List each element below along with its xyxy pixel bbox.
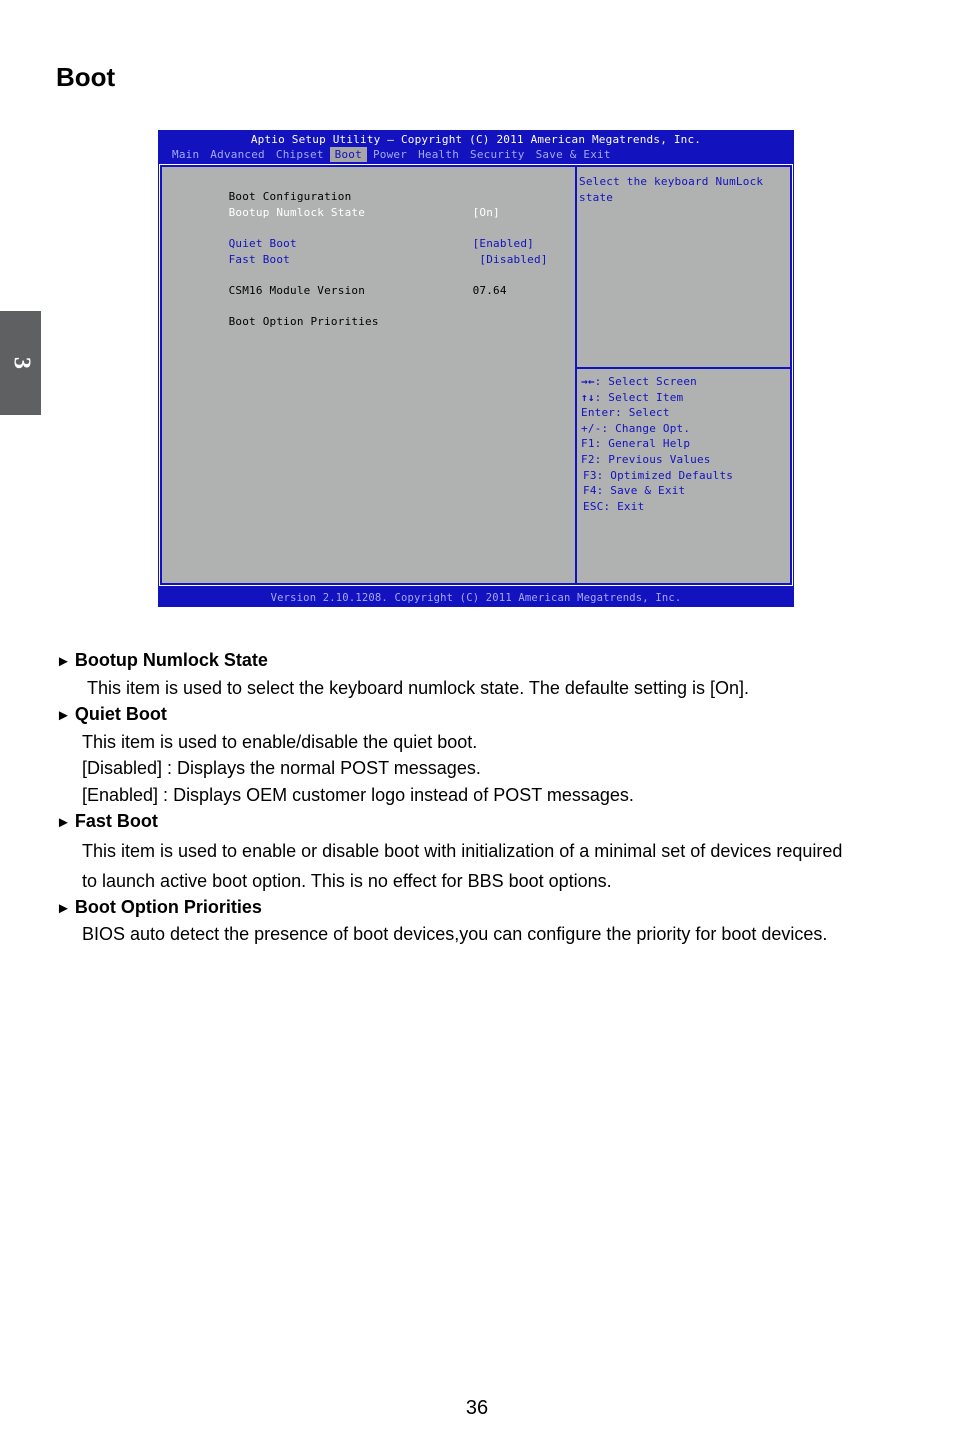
bios-help-panel [577, 167, 790, 369]
key-hint-change-opt: +/-: Change Opt. [581, 421, 691, 435]
key-hint-f2: F2: Previous Values [581, 453, 711, 466]
arrows-up-down-icon: ↑↓ [581, 390, 595, 404]
chapter-number: 3 [8, 357, 34, 369]
bios-tab-main[interactable]: Main [172, 148, 200, 161]
page-number: 36 [465, 1397, 489, 1419]
triangle-right-icon: ► [56, 900, 71, 917]
bios-tab-health[interactable]: Health [418, 148, 460, 161]
triangle-right-icon: ► [56, 814, 71, 831]
csm16-module-label: CSM16 Module Version [228, 284, 366, 297]
key-hint-select-item: ↑↓: Select Item [581, 390, 684, 404]
bios-screenshot [158, 130, 794, 607]
fast-boot-desc-1: This item is used to enable or disable boot with initialization of a minimal set of devices required [82, 841, 843, 861]
bios-menu-bar [167, 147, 617, 162]
bootup-numlock-row[interactable] [174, 192, 500, 219]
fast-boot-label: Fast Boot [228, 253, 290, 266]
quiet-boot-disabled-desc: [Disabled] : Displays the normal POST messages. [82, 758, 481, 778]
quiet-boot-heading: ► Quiet Boot [56, 704, 167, 724]
quiet-boot-label: Quiet Boot [228, 237, 297, 250]
fast-boot-heading: ► Fast Boot [56, 811, 158, 831]
page-title: Boot [56, 62, 116, 92]
bios-tab-advanced[interactable]: Advanced [210, 148, 265, 161]
quiet-boot-enabled-desc: [Enabled] : Displays OEM customer logo instead of POST messages. [82, 785, 634, 805]
boot-configuration-header: Boot Configuration [228, 190, 352, 203]
key-hint-select-screen: →←: Select Screen [581, 375, 697, 388]
bios-tab-save-exit[interactable]: Save & Exit [535, 148, 611, 161]
key-hint-f4: F4: Save & Exit [583, 484, 686, 498]
bios-body [160, 165, 792, 585]
chapter-tab [0, 311, 41, 415]
fast-boot-row[interactable] [174, 239, 548, 266]
bios-tab-security[interactable]: Security [470, 148, 525, 161]
bios-tab-power[interactable]: Power [372, 148, 408, 161]
bios-footer: Version 2.10.1208. Copyright (C) 2011 American Megatrends, Inc. [270, 592, 682, 604]
help-text-line: state [579, 191, 614, 204]
numlock-desc: This item is used to select the keyboard numlock state. The defaulte setting is [On]. [87, 678, 750, 698]
numlock-heading: ► Bootup Numlock State [56, 650, 268, 670]
bootup-numlock-label: Bootup Numlock State [228, 206, 366, 219]
bios-tab-chipset[interactable]: Chipset [275, 148, 324, 161]
key-hint-f1: F1: General Help [581, 437, 691, 451]
bios-tab-boot[interactable]: Boot [330, 147, 367, 162]
triangle-right-icon: ► [56, 707, 71, 724]
key-hint-enter: Enter: Select [581, 406, 670, 420]
key-hint-esc: ESC: Exit [583, 499, 645, 513]
help-text-line: Select the keyboard NumLock [579, 175, 764, 188]
bios-keys-panel [577, 369, 790, 583]
triangle-right-icon: ► [56, 653, 71, 670]
quiet-boot-value: [Enabled] [472, 237, 534, 250]
bios-settings-panel [162, 167, 577, 583]
boot-priorities-desc: BIOS auto detect the presence of boot devices,you can configure the priority for boot devices. [82, 924, 828, 944]
key-hint-f3: F3: Optimized Defaults [583, 468, 734, 482]
arrows-left-right-icon: →← [581, 375, 595, 388]
boot-priorities-heading: ► Boot Option Priorities [56, 897, 262, 917]
quiet-boot-desc: This item is used to enable/disable the quiet boot. [82, 732, 478, 752]
boot-option-priorities-header: Boot Option Priorities [228, 315, 379, 328]
csm16-module-row [174, 270, 507, 297]
quiet-boot-row[interactable] [174, 223, 534, 250]
bios-title: Aptio Setup Utility – Copyright (C) 2011 American Megatrends, Inc. [250, 133, 702, 146]
csm16-module-value: 07.64 [472, 284, 507, 297]
bootup-numlock-value: [On] [472, 206, 500, 219]
fast-boot-value: [Disabled] [472, 253, 548, 266]
fast-boot-desc-2: to launch active boot option. This is no effect for BBS boot options. [82, 871, 612, 891]
